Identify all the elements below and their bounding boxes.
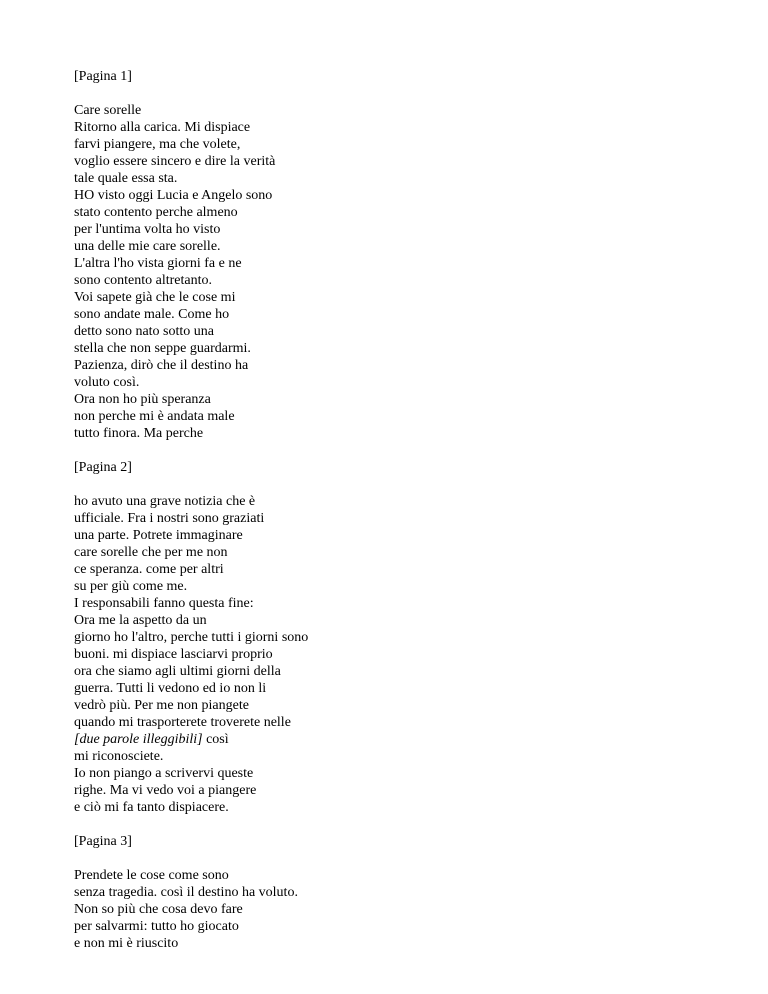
text-line: tale quale essa sta. — [74, 171, 178, 186]
text-line: guerra. Tutti li vedono ed io non li — [74, 681, 267, 696]
text-line: sono contento altretanto. — [74, 273, 213, 288]
text-line: mi riconosciete. — [74, 749, 164, 764]
text-line: ufficiale. Fra i nostri sono graziati — [74, 511, 265, 526]
text-line: non perche mi è andata male — [74, 409, 235, 424]
text-line: Non so più che cosa devo fare — [74, 902, 243, 917]
text-line: Voi sapete già che le cose mi — [74, 290, 236, 305]
text-line: senza tragedia. così il destino ha voluto. — [74, 885, 298, 900]
text-line: una parte. Potrete immaginare — [74, 528, 243, 543]
letter-document — [74, 68, 674, 969]
text-line: buoni. mi dispiace lasciarvi proprio — [74, 647, 273, 662]
text-line: una delle mie care sorelle. — [74, 239, 221, 254]
text-line: sono andate male. Come ho — [74, 307, 230, 322]
text-line: e non mi è riuscito — [74, 936, 179, 951]
page-1-text — [74, 102, 674, 442]
text-line: L'altra l'ho vista giorni fa e ne — [74, 256, 242, 271]
page-2-text — [74, 493, 674, 816]
text-line: su per giù come me. — [74, 579, 188, 594]
text-line: Ora non ho più speranza — [74, 392, 211, 407]
text-line: giorno ho l'altro, perche tutti i giorni sono — [74, 630, 309, 645]
text-line: Care sorelle — [74, 103, 142, 118]
text-line: Pazienza, dirò che il destino ha — [74, 358, 249, 373]
text-line: per l'untima volta ho visto — [74, 222, 221, 237]
text-line: voglio essere sincero e dire la verità — [74, 154, 276, 169]
text-line: quando mi trasporterete troverete nelle — [74, 715, 291, 730]
text-line: I responsabili fanno questa fine: — [74, 596, 254, 611]
text-line: Io non piango a scrivervi queste — [74, 766, 254, 781]
page-marker-2: [Pagina 2] — [74, 460, 132, 475]
text-line: farvi piangere, ma che volete, — [74, 137, 241, 152]
text-line: ho avuto una grave notizia che è — [74, 494, 256, 509]
text-line-with-illegible-note — [74, 731, 674, 748]
text-line: righe. Ma vi vedo voi a piangere — [74, 783, 257, 798]
illegible-tail: così — [202, 732, 229, 747]
text-line: tutto finora. Ma perche — [74, 426, 204, 441]
text-line: ce speranza. come per altri — [74, 562, 224, 577]
text-line: voluto così. — [74, 375, 140, 390]
text-line: ora che siamo agli ultimi giorni della — [74, 664, 281, 679]
text-line: Prendete le cose come sono — [74, 868, 229, 883]
text-line: stato contento perche almeno — [74, 205, 238, 220]
page-3-text — [74, 867, 674, 952]
text-line: detto sono nato sotto una — [74, 324, 214, 339]
text-line: Ora me la aspetto da un — [74, 613, 207, 628]
text-line: vedrò più. Per me non piangete — [74, 698, 249, 713]
text-line: HO visto oggi Lucia e Angelo sono — [74, 188, 273, 203]
page-marker-3: [Pagina 3] — [74, 834, 132, 849]
text-line: care sorelle che per me non — [74, 545, 228, 560]
illegible-note: [due parole illeggibili] — [74, 732, 203, 747]
text-line: Ritorno alla carica. Mi dispiace — [74, 120, 251, 135]
text-line: per salvarmi: tutto ho giocato — [74, 919, 239, 934]
page-marker-1: [Pagina 1] — [74, 69, 132, 84]
text-line: e ciò mi fa tanto dispiacere. — [74, 800, 229, 815]
text-line: stella che non seppe guardarmi. — [74, 341, 251, 356]
